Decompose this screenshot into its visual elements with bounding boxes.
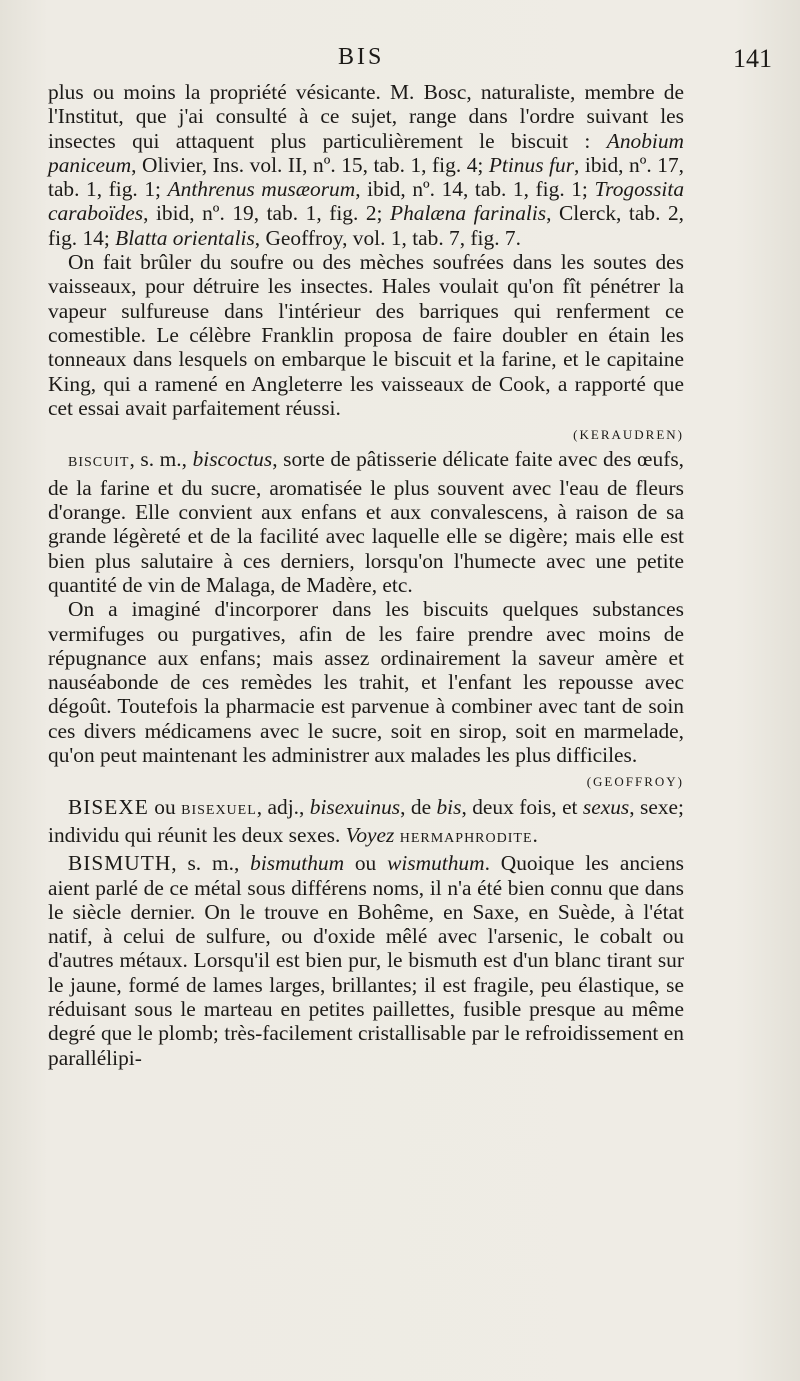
species-name: Ptinus fur (488, 152, 575, 177)
latin-term: sexus (582, 794, 630, 819)
text-run: . Quoique les anciens aient parlé de ce métal sous différens noms, il n'a été bien connu que dans le siècle dernier. On le trouve en Bohême, en Saxe, en Suède, à l'état natif, à celui de sulfure, ou d'oxide mêlé avec l'arsenic, le cobalt ou d'autres métaux. Lorsqu'il est bien pur, le bismuth est d'un blanc tirant sur le jaune, formé de lames larges, brillantes; il est fragile, peu élastique, se réduisant sous le marteau en petites paillettes, fusible presque au même degré que le plomb; très-facilement cristallisable par le refroidissement en parallélipi- (48, 851, 684, 1070)
species-name: Blatta orientalis (115, 225, 255, 250)
paragraph-medicated-biscuits: On a imaginé d'incorporer dans les biscuits quelques substances vermifuges ou purgatives, afin de les faire prendre avec moins de répugnance aux enfans; mais assez ordinairement la saveur amère et nauséabonde de ces remèdes les trahit, et l'enfant les repousse avec dégoût. Toutefois la pharmacie est parvenue à combiner avec tant de soin ces divers médicamens avec le sucre, soit en sirop, soit en marmelade, qu'on peut maintenant les administrer aux malades les plus difficiles. (48, 597, 684, 768)
species-name: Anobium paniceum (48, 128, 684, 177)
text-run: , de (400, 794, 437, 819)
text-run: , sexe; individu qui réunit les deux sexes. (48, 794, 684, 847)
running-title: BIS (338, 44, 385, 70)
text-run: , s. m., (129, 447, 193, 472)
cross-reference-label: Voyez (345, 822, 395, 847)
paragraph-sulfur: On fait brûler du soufre ou des mèches soufrées dans les soutes des vaisseaux, pour détruire les insectes. Hales voulait qu'on fît pénétrer la vapeur sulfureuse dans l'intérieur des barriques qui renferment ce comestible. Le célèbre Franklin proposa de faire doubler en étain les tonneaux dans lesquels on embarque le biscuit et la farine, et le capitaine King, qui a ramené en Angleterre les vaisseaux de Cook, a rapporté que cet essai avait parfaitement réussi. (48, 250, 684, 420)
latin-term: biscoctus (192, 447, 273, 472)
text-run: , Clerck, tab. 2, fig. 14; (48, 201, 684, 250)
text-run: , ibid, nº. 17, tab. 1, fig. 1; (48, 152, 685, 202)
species-name: Phalæna farinalis (390, 201, 547, 226)
entry-biscuit (48, 447, 684, 597)
text-run: , Geoffroy, vol. 1, tab. 7, fig. 7. (254, 225, 521, 250)
text-run: , ibid, nº. 19, tab. 1, fig. 2; (143, 201, 391, 226)
page-number: 141 (733, 44, 772, 73)
text-run: , ibid, nº. 14, tab. 1, fig. 1; (355, 177, 595, 202)
text-run: , Olivier, Ins. vol. II, nº. 15, tab. 1, fig. 4; (131, 152, 489, 177)
attribution-text: (KERAUDREN) (573, 427, 684, 443)
latin-term: bis (436, 794, 462, 819)
text-run: , sorte de pâtisserie délicate faite avec des œufs, de la farine et du sucre, aromatisée le plus souvent avec l'eau de fleurs d'orange. Elle convient aux enfans et aux convalescens, à raison de sa grande légèreté et de la facilité avec laquelle elle se digère; mais elle est bien plus salutaire à ces derniers, lorsqu'on l'humecte avec une petite quantité de vin de Malaga, de Madère, etc. (48, 447, 684, 597)
attribution-text: (GEOFFROY) (586, 774, 684, 790)
text-run: ou (148, 794, 182, 819)
text-run: , s. m., (171, 851, 251, 876)
entry-headword: BISEXE (68, 794, 149, 819)
latin-term: bisexuinus (309, 794, 401, 819)
entry-headword: BISCUIT (68, 455, 130, 471)
entry-bisexe (48, 795, 684, 852)
species-name: Trogossita caraboïdes (48, 177, 685, 226)
text-run: ou (344, 851, 388, 876)
text-run: plus ou moins la propriété vésicante. M. Bosc, naturaliste, membre de l'Institut, que j'ai consulté à ce sujet, range dans l'ordre suivant les insectes qui attaquent plus particulièrement le biscuit : (48, 80, 684, 153)
attribution-keraudren (48, 420, 684, 447)
text-run: . (532, 822, 538, 847)
paragraph-insects (48, 80, 684, 250)
text-run: , adj., (256, 794, 310, 819)
variant-headword: BISEXUEL (181, 802, 257, 818)
latin-term: wismuthum (387, 851, 485, 876)
species-name: Anthrenus musæorum (167, 177, 356, 202)
latin-term: bismuthum (250, 851, 345, 876)
attribution-geoffroy (48, 767, 684, 794)
page-header (48, 42, 772, 78)
entry-bismuth (48, 851, 684, 1070)
text-run: , deux fois, et (461, 794, 583, 819)
entry-headword: BISMUTH (68, 851, 172, 876)
cross-reference-target: HERMAPHRODITE (399, 830, 533, 846)
body-text (48, 80, 684, 1070)
